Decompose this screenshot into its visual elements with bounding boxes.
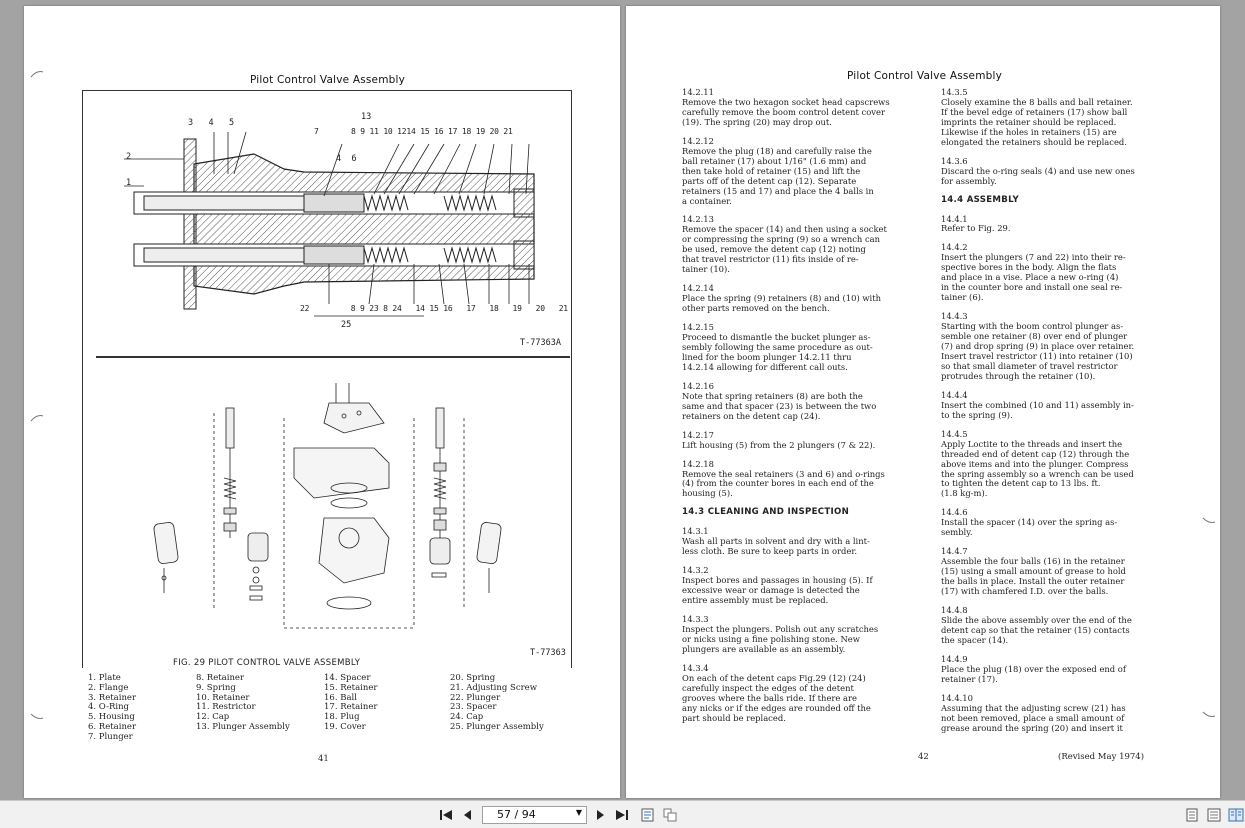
step-text: Install the spacer (14) over the spring as- sembly. [941, 517, 1118, 538]
step-number: 14.2.15 [682, 322, 714, 333]
step-number: 14.2.14 [682, 283, 714, 294]
edge-mark-icon [30, 712, 44, 720]
last-page-icon [614, 807, 630, 823]
step-number: 14.2.17 [682, 429, 714, 440]
step-number: 14.3.2 [682, 565, 709, 576]
step-number: 14.2.12 [682, 135, 714, 146]
two-page-view-icon [1206, 807, 1222, 823]
step-number: 14.3.1 [682, 526, 709, 537]
step-text: Remove the two hexagon socket head capscrews carefully remove the boom control detent cover (19). The spring (20) may drop out. [682, 96, 890, 127]
legend-item: 24. Cap [450, 712, 484, 723]
step-text: Remove the seal retainers (3 and 6) and o-rings (4) from the counter bores in each end of the housing (5). [682, 468, 885, 499]
step-paragraph [941, 215, 1181, 235]
step-text: Lift housing (5) from the 2 plungers (7 & 22). [682, 439, 876, 450]
step-number: 14.2.13 [682, 214, 714, 225]
callout-1: 1 [126, 178, 132, 188]
step-text: Note that spring retainers (8) are both the same and that spacer (23) is between the two retainers on the detent cap (24). [682, 390, 877, 421]
page-41 [24, 6, 620, 798]
legend-column-2 [196, 674, 290, 733]
step-paragraph [682, 88, 922, 128]
page-number: 42 [918, 752, 929, 762]
step-text: Remove the spacer (14) and then using a socket or compressing the spring (9) so a wrench can be used, remove the detent cap (12) noting that travel restrictor (11) fits inside of re- tainer (10). [682, 224, 887, 275]
step-text: On each of the detent caps Fig.29 (12) (24) carefully inspect the edges of the detent grooves where the balls ride. If there are any nicks or if the edges are rounded off the part should be replaced. [682, 672, 871, 723]
cross-section-drawing [114, 114, 554, 334]
step-text: Slide the above assembly over the end of the detent cap so that the retainer (15) contacts the spacer (14). [941, 614, 1132, 645]
step-text: Insert the plungers (7 and 22) into their re- spective bores in the body. Align the flats and place in a vise. Place a new o-ring (4) in the counter bore and install one seal re- tainer (6). [941, 252, 1126, 303]
step-paragraph [682, 323, 922, 373]
step-number: 14.3.3 [682, 613, 709, 624]
legend-item: 8. Retainer [196, 673, 245, 683]
step-paragraph [682, 527, 922, 557]
legend-item: 9. Spring [196, 682, 236, 693]
legend-item: 4. O-Ring [88, 702, 129, 713]
thumbnails-icon [662, 807, 678, 823]
step-number: 14.4.2 [941, 242, 968, 253]
legend-item: 10. Retainer [196, 692, 250, 703]
step-text: Assemble the four balls (16) in the retainer (15) using a small amount of grease to hold the balls in place. Install the outer retainer (17) with chamfered I.D. over the balls. [941, 556, 1126, 597]
single-page-view-button[interactable] [1184, 807, 1200, 823]
figure-caption: FIG. 29 PILOT CONTROL VALVE ASSEMBLY [170, 658, 363, 668]
step-number: 14.4.4 [941, 389, 968, 400]
step-text: Wash all parts in solvent and dry with a lint- less cloth. Be sure to keep parts in order. [682, 536, 870, 557]
legend-column-1 [88, 674, 136, 743]
legend-item: 15. Retainer [324, 682, 378, 693]
page-indicator: 57 / 94 [497, 808, 536, 821]
step-paragraph [941, 88, 1181, 148]
step-number: 14.3.5 [941, 87, 968, 97]
step-number: 14.3.6 [941, 155, 968, 166]
step-text: Place the spring (9) retainers (8) and (10) with other parts removed on the bench. [682, 293, 881, 314]
legend-item: 12. Cap [196, 712, 230, 723]
page-title: Pilot Control Valve Assembly [250, 74, 406, 86]
legend-item: 3. Retainer [88, 692, 137, 703]
step-text: Proceed to dismantle the bucket plunger as- sembly following the same procedure as out- lined for the boom plunger 14.2.11 thru 14.2.14 allowing for different call outs. [682, 332, 873, 372]
page-number: 41 [318, 754, 329, 764]
step-number: 14.4.1 [941, 213, 968, 224]
step-paragraph [941, 157, 1181, 187]
step-paragraph [682, 566, 922, 606]
step-paragraph [941, 606, 1181, 646]
step-number: 14.3.4 [682, 662, 709, 673]
step-text: Starting with the boom control plunger as- semble one retainer (8) over end of plunger (7) and drop spring (9) in place over retainer. Insert travel restrictor (11) into retainer (10) so that small diameter of travel restrictor protrudes through the retainer (10). [941, 321, 1135, 381]
callout-2: 2 [126, 152, 132, 162]
step-paragraph [941, 694, 1181, 734]
single-page-view-icon [1184, 807, 1200, 823]
legend-column-3 [324, 674, 377, 733]
step-text: Apply Loctite to the threads and insert the threaded end of detent cap (12) through the above items and into the plunger. Compress the spring assembly so a wrench can be used to tighten the detent cap to 13 lbs. ft. (1.8 kg-m). [941, 438, 1134, 499]
step-number: 14.2.16 [682, 380, 714, 391]
legend-column-4 [450, 674, 544, 733]
step-text: Insert the combined (10 and 11) assembly in- to the spring (9). [941, 399, 1134, 420]
step-text: Remove the plug (18) and carefully raise the ball retainer (17) about 1/16" (1.6 mm) and then take hold of retainer (15) and lift the parts off of the detent cap (12). Separate retainers (15 and 17) and place the 4 balls in a container. [682, 145, 874, 206]
edge-mark-icon [30, 70, 44, 78]
legend-item: 18. Plug [324, 712, 360, 723]
step-paragraph [941, 243, 1181, 303]
step-text: Inspect bores and passages in housing (5). If excessive wear or damage is detected the entire assembly must be replaced. [682, 575, 873, 606]
edge-mark-icon [30, 414, 44, 422]
step-paragraph [682, 382, 922, 422]
text-column-right [941, 88, 1181, 733]
page-title: Pilot Control Valve Assembly [847, 70, 1003, 82]
callout-row2: 7 8 9 11 10 1214 15 16 17 18 19 20 21 [314, 127, 513, 136]
step-number: 14.4.10 [941, 692, 973, 703]
prev-page-button[interactable] [460, 807, 476, 823]
edge-mark-icon [1202, 710, 1216, 718]
revision-note: (Revised May 1974) [1058, 752, 1145, 762]
last-page-button[interactable] [614, 807, 630, 823]
callout-row1: 3 4 5 [188, 118, 235, 128]
step-number: 14.2.11 [682, 87, 714, 97]
legend-item: 14. Spacer [324, 673, 371, 683]
section-heading: 14.4 ASSEMBLY [941, 194, 1020, 205]
step-text: Assuming that the adjusting screw (21) has not been removed, place a small amount of grease around the spring (20) and insert it [941, 702, 1126, 733]
legend-item: 1. Plate [88, 673, 121, 683]
step-paragraph [682, 137, 922, 207]
step-paragraph [941, 430, 1181, 500]
legend-item: 13. Plunger Assembly [196, 721, 290, 732]
step-number: 14.4.5 [941, 428, 968, 439]
step-number: 14.4.6 [941, 507, 968, 518]
page-selector[interactable] [482, 806, 587, 824]
step-text: Place the plug (18) over the exposed end of retainer (17). [941, 663, 1126, 684]
page-42 [626, 6, 1220, 798]
first-page-icon [438, 807, 454, 823]
first-page-button[interactable] [438, 807, 454, 823]
figure-divider [96, 356, 570, 358]
prev-page-icon [460, 807, 476, 823]
legend-item: 20. Spring [450, 673, 496, 683]
edge-mark-icon [1202, 516, 1216, 524]
step-paragraph [941, 547, 1181, 597]
legend-item: 23. Spacer [450, 702, 497, 713]
fit-page-icon [640, 807, 656, 823]
step-number: 14.4.8 [941, 604, 968, 615]
callout-13: 13 [361, 112, 372, 122]
viewer-toolbar [0, 800, 1245, 828]
section-heading: 14.3 CLEANING AND INSPECTION [682, 507, 850, 518]
step-number: 14.2.18 [682, 458, 714, 469]
step-paragraph [682, 664, 922, 724]
legend-item: 22. Plunger [450, 692, 501, 703]
legend-item: 17. Retainer [324, 702, 378, 713]
step-paragraph [682, 615, 922, 655]
step-text: Discard the o-ring seals (4) and use new ones for assembly. [941, 165, 1135, 186]
step-number: 14.4.3 [941, 311, 968, 322]
thumbnails-button[interactable] [662, 807, 678, 823]
chevron-down-icon: ▼ [575, 808, 582, 817]
step-paragraph [941, 655, 1181, 685]
step-paragraph [941, 508, 1181, 538]
text-column-left [682, 88, 922, 724]
step-paragraph [941, 312, 1181, 382]
next-page-button[interactable] [592, 807, 608, 823]
book-view-button[interactable] [1228, 807, 1244, 823]
step-paragraph [682, 215, 922, 275]
step-text: Inspect the plungers. Polish out any scratches or nicks using a fine polishing stone. New plungers are available as an assembly. [682, 623, 879, 654]
two-page-view-button[interactable] [1206, 807, 1222, 823]
book-view-icon [1228, 807, 1244, 823]
step-text: Closely examine the 8 balls and ball retainer. If the bevel edge of retainers (17) show ball imprints the retainer should be replaced. Likewise if the holes in retainers (15) are elongated the retainers should be replaced. [941, 96, 1133, 147]
legend-item: 19. Cover [324, 721, 366, 732]
step-paragraph [941, 391, 1181, 421]
legend-item: 6. Retainer [88, 721, 137, 732]
fit-page-button[interactable] [640, 807, 656, 823]
callout-bottom: 22 8 9 23 8 24 14 15 16 17 18 19 20 21 [300, 304, 568, 313]
legend-item: 16. Ball [324, 692, 357, 703]
legend-item: 5. Housing [88, 712, 135, 723]
step-paragraph [682, 460, 922, 500]
step-number: 14.4.9 [941, 653, 968, 664]
step-number: 14.4.7 [941, 546, 968, 557]
legend-item: 2. Flange [88, 682, 129, 693]
exploded-view-drawing [144, 378, 504, 638]
legend-item: 21. Adjusting Screw [450, 682, 537, 693]
callout-mid: 4 6 [336, 154, 357, 164]
step-text: Refer to Fig. 29. [941, 223, 1011, 234]
next-page-icon [592, 807, 608, 823]
legend-item: 25. Plunger Assembly [450, 721, 544, 732]
figure-ref-top: T-77363A [520, 338, 561, 348]
step-paragraph [682, 284, 922, 314]
step-paragraph [682, 431, 922, 451]
figure-ref-bottom: T-77363 [530, 648, 566, 658]
callout-25: 25 [341, 320, 352, 330]
legend-item: 11. Restrictor [196, 702, 256, 713]
legend-item: 7. Plunger [88, 731, 133, 742]
